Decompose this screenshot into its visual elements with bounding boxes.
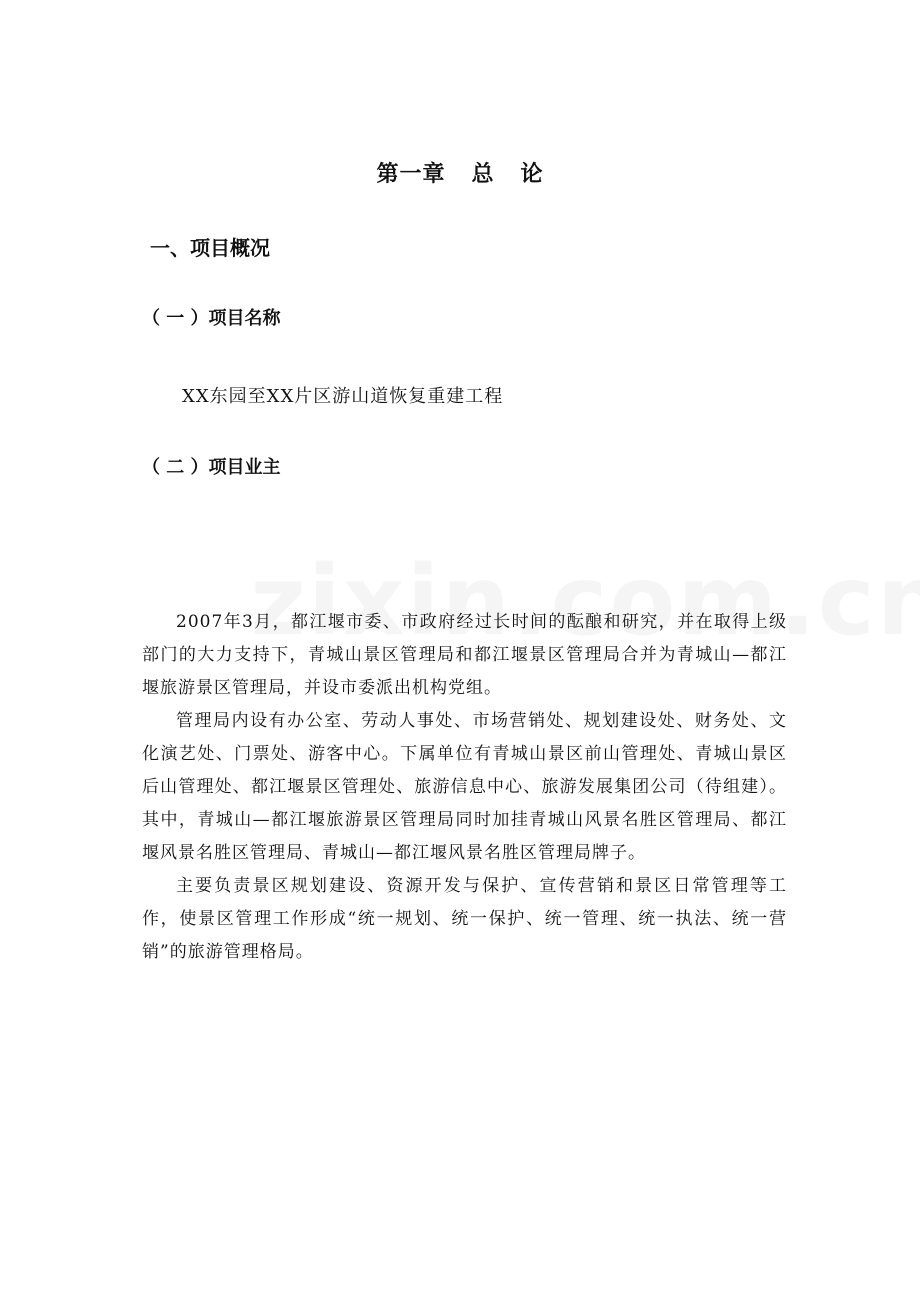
section-heading: 一、项目概况 xyxy=(150,236,270,260)
project-name-text: XX东园至XX片区游山道恢复重建工程 xyxy=(182,386,504,407)
chapter-title: 第一章 总 论 xyxy=(376,162,544,187)
paragraph: 主要负责景区规划建设、资源开发与保护、宣传营销和景区日常管理等工作，使景区管理工作形成“统一规划、统一保护、统一管理、统一执法、统一营销”的旅游管理格局。 xyxy=(142,876,787,962)
body-text xyxy=(142,606,787,969)
subsection-heading-project-owner: （ 二 ）项目业主 xyxy=(142,457,281,478)
paragraph: 管理局内设有办公室、劳动人事处、市场营销处、规划建设处、财务处、文化演艺处、门票处、游客中心。下属单位有青城山景区前山管理处、青城山景区后山管理处、都江堰景区管理处、旅游信息中心、旅游发展集团公司（待组建）。其中，青城山—都江堰旅游景区管理局同时加挂青城山风景名胜区管理局、都江堰风景名胜区管理局、青城山—都江堰风景名胜区管理局牌子。 xyxy=(142,711,787,863)
subsection-heading-project-name: （ 一 ）项目名称 xyxy=(142,308,281,329)
paragraph: 2007年3月，都江堰市委、市政府经过长时间的酝酿和研究，并在取得上级部门的大力支持下，青城山景区管理局和都江堰景区管理局合并为青城山—都江堰旅游景区管理局，并设市委派出机构党组。 xyxy=(142,612,787,698)
